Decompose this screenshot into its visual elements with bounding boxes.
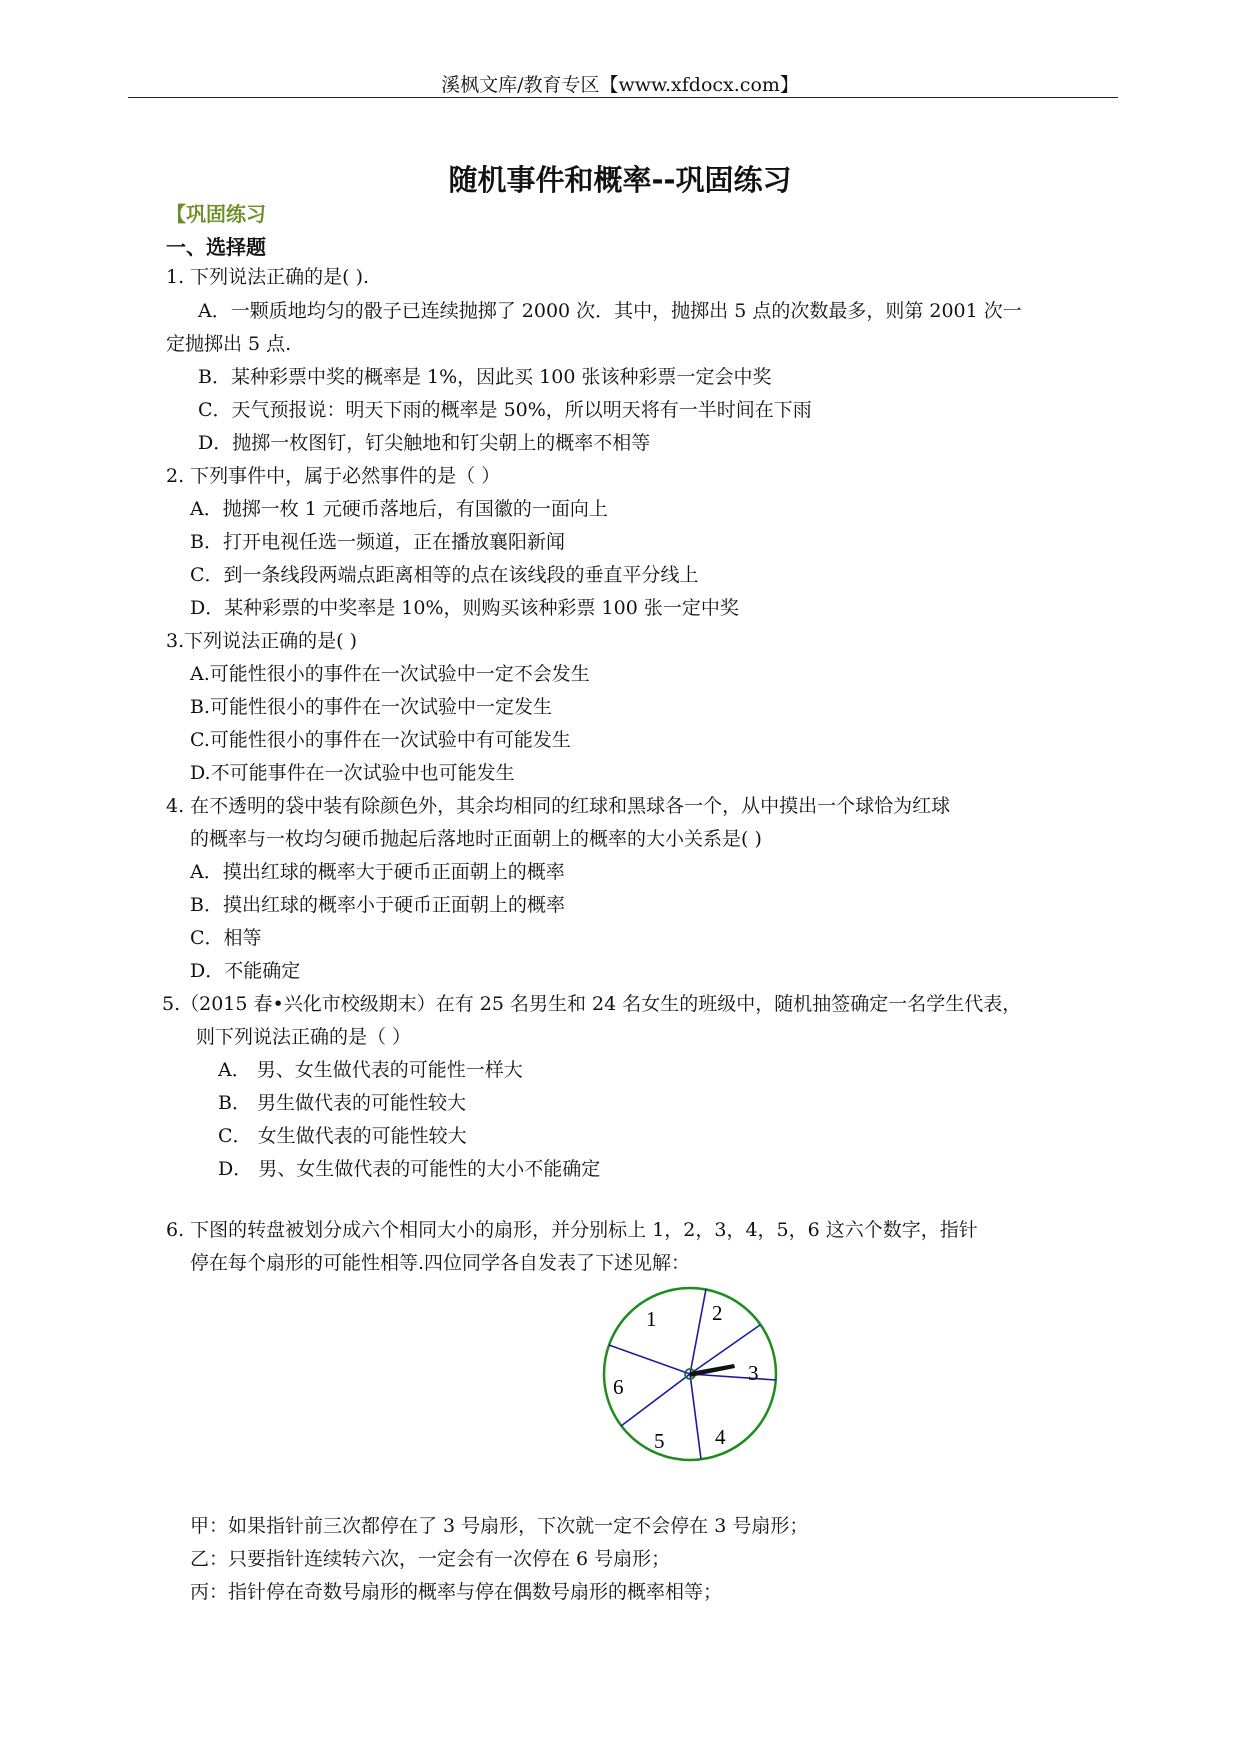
sector-label-1: 1 xyxy=(646,1307,657,1331)
statement-jia: 甲：如果指针前三次都停在了 3 号扇形，下次就一定不会停在 3 号扇形； xyxy=(190,1515,809,1537)
question-4-stem: 4. 在不透明的袋中装有除颜色外，其余均相同的红球和黑球各一个，从中摸出一个球恰为红球 xyxy=(166,795,951,817)
question-4-option-a: A．摸出红球的概率大于硬币正面朝上的概率 xyxy=(190,861,565,883)
question-4-option-c: C．相等 xyxy=(190,927,262,949)
section-heading: 一、选择题 xyxy=(166,235,266,259)
question-5-stem: 5.（2015 春•兴化市校级期末）在有 25 名男生和 24 名女生的班级中，随机抽签确定一名学生代表， xyxy=(162,993,1022,1015)
divider-4-5 xyxy=(690,1374,701,1459)
question-1-option-a-cont: 定抛掷出 5 点. xyxy=(166,333,292,355)
question-5-option-b: B． 男生做代表的可能性较大 xyxy=(218,1092,467,1114)
sector-label-3: 3 xyxy=(748,1361,759,1385)
question-5-option-c: C． 女生做代表的可能性较大 xyxy=(218,1125,467,1147)
spinner-diagram xyxy=(596,1280,784,1468)
question-2-option-c: C．到一条线段两端点距离相等的点在该线段的垂直平分线上 xyxy=(190,564,699,586)
question-1-stem: 1. 下列说法正确的是( ). xyxy=(166,266,370,288)
page-title: 随机事件和概率--巩固练习 xyxy=(448,163,792,197)
sector-label-4: 4 xyxy=(715,1425,726,1449)
question-1-option-b: B．某种彩票中奖的概率是 1%，因此买 100 张该种彩票一定会中奖 xyxy=(198,366,772,388)
question-2-option-b: B．打开电视任选一频道，正在播放襄阳新闻 xyxy=(190,531,565,553)
sector-label-2: 2 xyxy=(712,1301,723,1325)
question-5-stem-cont: 则下列说法正确的是（ ） xyxy=(196,1026,412,1048)
question-5-option-a: A． 男、女生做代表的可能性一样大 xyxy=(218,1059,523,1081)
question-1-option-d: D．抛掷一枚图钉，钉尖触地和钉尖朝上的概率不相等 xyxy=(198,432,651,454)
question-2-option-d: D．某种彩票的中奖率是 10%，则购买该种彩票 100 张一定中奖 xyxy=(190,597,739,619)
section-tag: 【巩固练习 xyxy=(166,202,266,226)
question-3-stem: 3.下列说法正确的是( ) xyxy=(166,630,357,652)
sector-label-5: 5 xyxy=(654,1429,665,1453)
question-3-option-d: D.不可能事件在一次试验中也可能发生 xyxy=(190,762,515,784)
question-1-option-c: C．天气预报说：明天下雨的概率是 50%，所以明天将有一半时间在下雨 xyxy=(198,399,812,421)
divider-3-4 xyxy=(690,1374,776,1380)
question-4-option-d: D．不能确定 xyxy=(190,960,301,982)
divider-5-6 xyxy=(621,1374,690,1426)
divider-1-2 xyxy=(690,1289,706,1374)
question-4-option-b: B．摸出红球的概率小于硬币正面朝上的概率 xyxy=(190,894,565,916)
question-6-stem-cont: 停在每个扇形的可能性相等.四位同学各自发表了下述见解： xyxy=(190,1252,691,1274)
header-rule xyxy=(128,97,1118,98)
question-2-stem: 2. 下列事件中，属于必然事件的是（ ） xyxy=(166,465,501,487)
sector-label-6: 6 xyxy=(613,1375,624,1399)
question-3-option-b: B.可能性很小的事件在一次试验中一定发生 xyxy=(190,696,553,718)
page-header: 溪枫文库/教育专区【www.xfdocx.com】 xyxy=(441,74,799,96)
question-5-option-d: D． 男、女生做代表的可能性的大小不能确定 xyxy=(218,1158,601,1180)
question-3-option-c: C.可能性很小的事件在一次试验中有可能发生 xyxy=(190,729,571,751)
question-1-option-a: A．一颗质地均匀的骰子已连续抛掷了 2000 次．其中，抛掷出 5 点的次数最多，则第 2001 次一 xyxy=(198,300,1022,322)
question-2-option-a: A．抛掷一枚 1 元硬币落地后，有国徽的一面向上 xyxy=(190,498,608,520)
statement-bing: 丙：指针停在奇数号扇形的概率与停在偶数号扇形的概率相等； xyxy=(190,1581,723,1603)
question-6-stem: 6. 下图的转盘被划分成六个相同大小的扇形，并分别标上 1，2，3，4，5，6 这六个数字，指针 xyxy=(166,1219,978,1241)
question-4-stem-cont: 的概率与一枚均匀硬币抛起后落地时正面朝上的概率的大小关系是( ) xyxy=(190,828,762,850)
statement-yi: 乙：只要指针连续转六次，一定会有一次停在 6 号扇形； xyxy=(190,1548,671,1570)
question-3-option-a: A.可能性很小的事件在一次试验中一定不会发生 xyxy=(190,663,590,685)
divider-6-1 xyxy=(609,1345,690,1374)
